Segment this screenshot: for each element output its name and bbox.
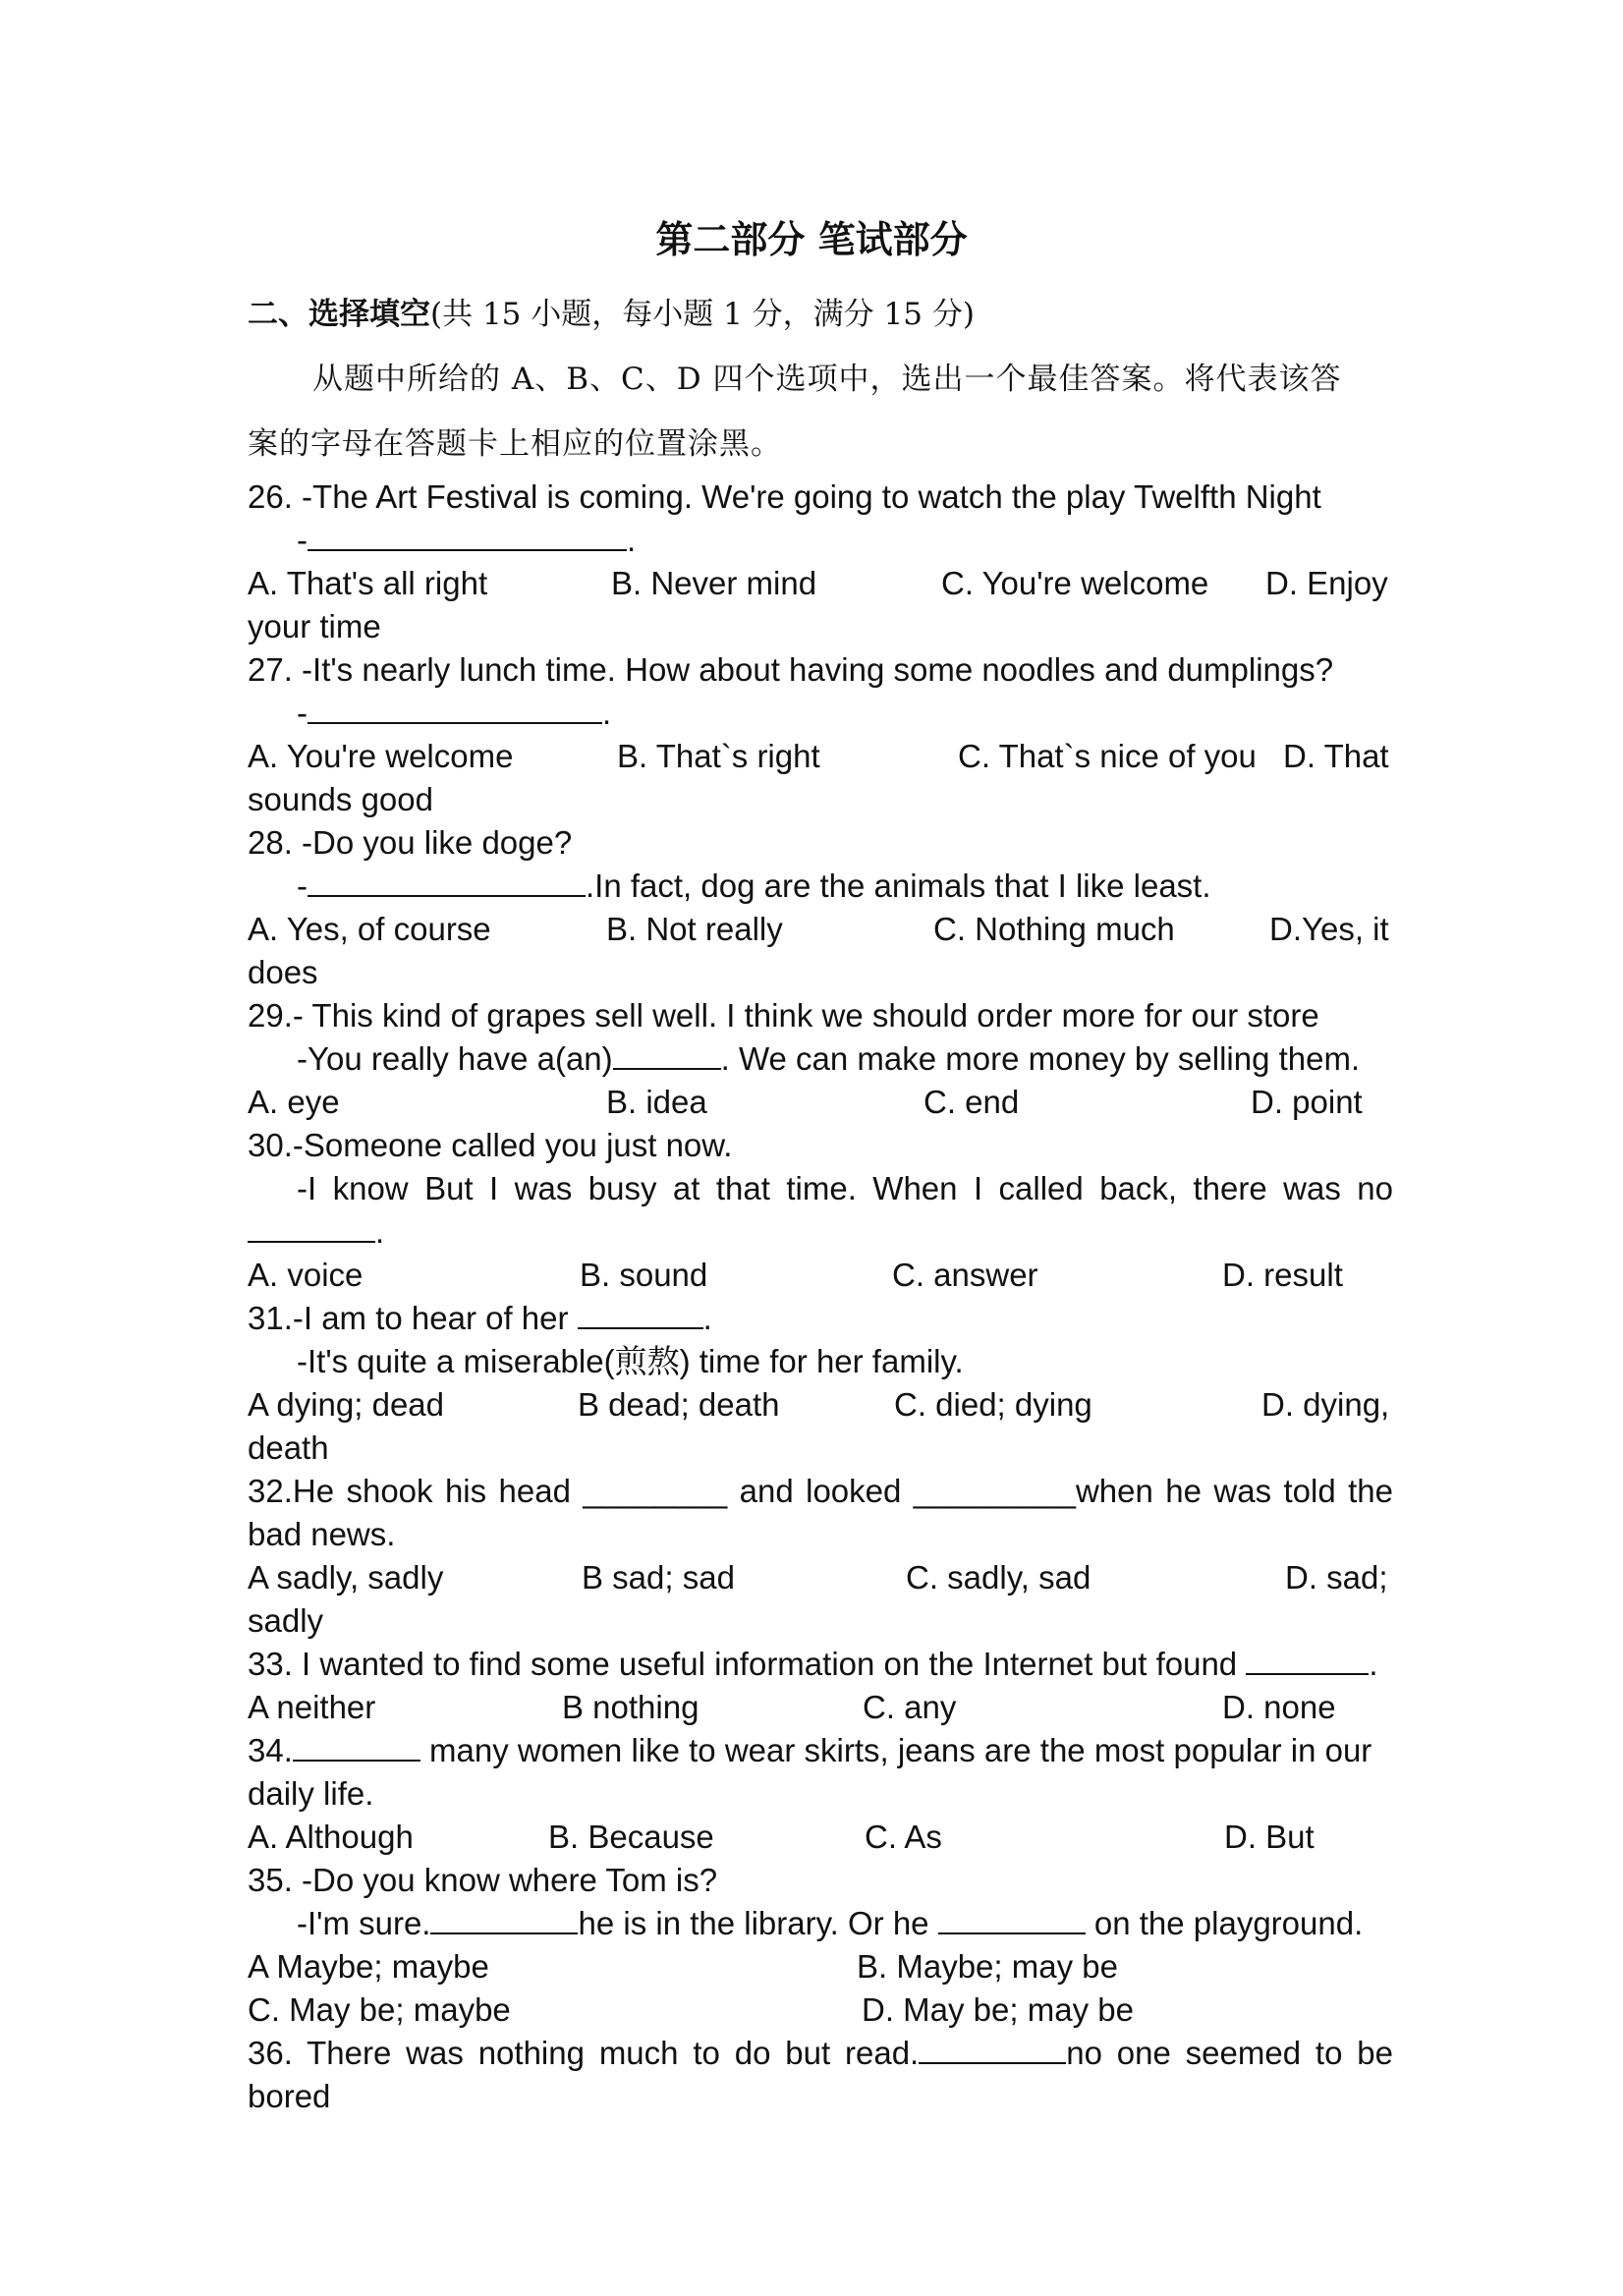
q27-option-d-wrap: sounds good xyxy=(248,781,433,817)
q26-reply-suffix: . xyxy=(627,522,637,558)
q34-number: 34. xyxy=(248,1732,293,1768)
q27-option-c[interactable]: C. That`s nice of you xyxy=(958,738,1257,774)
section-heading-note: (共 15 小题，每小题 1 分，满分 15 分) xyxy=(430,297,975,332)
q35-reply-suffix: on the playground. xyxy=(1085,1905,1364,1941)
q34-answer-blank[interactable] xyxy=(293,1730,420,1762)
q31-reply-suffix: ) time for her family. xyxy=(679,1343,964,1379)
q30-stem: 30.-Someone called you just now. xyxy=(248,1127,733,1163)
q36-answer-blank[interactable] xyxy=(919,2033,1066,2064)
q33-option-c[interactable]: C. any xyxy=(863,1689,957,1725)
q32-stem-line-2: bad news. xyxy=(248,1516,396,1552)
q35-answer-blank-1[interactable] xyxy=(430,1903,578,1934)
q36-stem-prefix: 36. There was nothing much to do but read. xyxy=(248,2035,920,2071)
q36-stem xyxy=(248,2032,1393,2075)
q31-option-c[interactable]: C. died; dying xyxy=(894,1386,1092,1423)
q35-stem: 35. -Do you know where Tom is? xyxy=(248,1862,718,1898)
q35-option-a[interactable]: A Maybe; maybe xyxy=(248,1948,489,1985)
q34-option-a[interactable]: A. Although xyxy=(248,1819,414,1855)
q30-option-d[interactable]: D. result xyxy=(1222,1257,1343,1293)
q28-option-d-wrap: does xyxy=(248,954,318,990)
q33-option-a[interactable]: A neither xyxy=(248,1689,376,1725)
q28-option-c[interactable]: C. Nothing much xyxy=(933,911,1175,947)
q35-answer-blank-2[interactable] xyxy=(938,1903,1086,1934)
q31-option-a[interactable]: A dying; dead xyxy=(248,1386,444,1423)
q33-option-b[interactable]: B nothing xyxy=(562,1689,700,1725)
q29-option-c[interactable]: C. end xyxy=(923,1084,1020,1120)
q33-answer-blank[interactable] xyxy=(1246,1644,1369,1675)
q31-option-b[interactable]: B dead; death xyxy=(578,1386,780,1423)
q30-option-c[interactable]: C. answer xyxy=(892,1257,1038,1293)
q31-answer-blank[interactable] xyxy=(578,1298,703,1329)
q31-reply-gloss: 煎熬 xyxy=(614,1342,680,1380)
q33-stem xyxy=(248,1643,1378,1686)
q34-stem xyxy=(248,1729,1371,1772)
q31-reply xyxy=(297,1340,964,1383)
q32-option-d-wrap: sadly xyxy=(248,1602,324,1639)
q35-option-c[interactable]: C. May be; maybe xyxy=(248,1991,511,2028)
section-heading-label: 二、选择填空 xyxy=(248,297,430,332)
q33-stem-prefix: 33. I wanted to find some useful information on the Internet but found xyxy=(248,1646,1247,1682)
q29-reply-prefix: -You really have a(an) xyxy=(297,1040,613,1077)
q27-reply-prefix: - xyxy=(297,695,308,731)
q30-reply-line-1: -I know But I was busy at that time. When I called back, there was no xyxy=(297,1170,1393,1206)
q35-reply-mid: he is in the library. Or he xyxy=(578,1905,938,1941)
q31-reply-prefix: -It's quite a miserable( xyxy=(297,1343,615,1379)
q29-stem: 29.- This kind of grapes sell well. I think we should order more for our store xyxy=(248,997,1319,1034)
q30-answer-blank[interactable] xyxy=(248,1211,375,1243)
q35-reply-prefix: -I'm sure. xyxy=(297,1905,431,1941)
q26-stem: 26. -The Art Festival is coming. We're going to watch the play Twelfth Night xyxy=(248,478,1321,515)
q32-option-b[interactable]: B sad; sad xyxy=(582,1559,735,1596)
q31-stem xyxy=(248,1297,712,1340)
q27-option-a[interactable]: A. You're welcome xyxy=(248,738,514,774)
q29-reply xyxy=(297,1037,1360,1081)
q26-reply-prefix: - xyxy=(297,522,308,558)
q29-answer-blank[interactable] xyxy=(613,1038,721,1070)
q30-reply-suffix: . xyxy=(375,1213,385,1250)
q30-option-a[interactable]: A. voice xyxy=(248,1257,364,1293)
q34-stem-suffix: many women like to wear skirts, jeans are the most popular in our xyxy=(420,1732,1372,1768)
q28-option-a[interactable]: A. Yes, of course xyxy=(248,911,491,947)
q32-option-d[interactable]: D. sad; xyxy=(1285,1559,1388,1596)
q28-reply-suffix: .In fact, dog are the animals that I like least. xyxy=(586,868,1211,904)
q31-stem-suffix: . xyxy=(702,1300,712,1336)
q29-reply-suffix: . We can make more money by selling them. xyxy=(720,1040,1361,1077)
q36-stem-suffix: no one seemed to be xyxy=(1066,2035,1393,2071)
q29-option-b[interactable]: B. idea xyxy=(606,1084,707,1120)
q26-option-d-wrap: your time xyxy=(248,608,381,644)
q30-reply-line-2 xyxy=(248,1210,384,1254)
q34-stem-line-2: daily life. xyxy=(248,1775,374,1812)
q26-answer-blank[interactable] xyxy=(308,520,627,551)
q32-stem-line-1: 32.He shook his head ________ and looked _________when he was told the xyxy=(248,1473,1393,1509)
q27-option-b[interactable]: B. That`s right xyxy=(617,738,820,774)
q34-option-b[interactable]: B. Because xyxy=(548,1819,714,1855)
q35-option-d[interactable]: D. May be; may be xyxy=(862,1991,1134,2028)
q32-option-c[interactable]: C. sadly, sad xyxy=(906,1559,1091,1596)
q26-reply xyxy=(297,519,636,562)
q28-reply xyxy=(297,865,1211,908)
q29-option-a[interactable]: A. eye xyxy=(248,1084,340,1120)
q29-option-d[interactable]: D. point xyxy=(1251,1084,1363,1120)
q26-option-d[interactable]: D. Enjoy xyxy=(1265,565,1388,601)
q28-option-b[interactable]: B. Not really xyxy=(606,911,783,947)
q33-stem-suffix: . xyxy=(1369,1646,1378,1682)
q27-reply-suffix: . xyxy=(602,695,612,731)
q26-option-a[interactable]: A. That's all right xyxy=(248,565,488,601)
q26-option-b[interactable]: B. Never mind xyxy=(611,565,817,601)
q27-stem: 27. -It's nearly lunch time. How about having some noodles and dumplings? xyxy=(248,651,1334,688)
q31-stem-prefix: 31.-I am to hear of her xyxy=(248,1300,578,1336)
q34-option-c[interactable]: C. As xyxy=(865,1819,942,1855)
instruction-line-1: 从题中所给的 A、B、C、D 四个选项中，选出一个最佳答案。将代表该答 xyxy=(312,362,1342,397)
q33-option-d[interactable]: D. none xyxy=(1222,1689,1336,1725)
q31-option-d-wrap: death xyxy=(248,1429,329,1466)
q28-reply-prefix: - xyxy=(297,868,308,904)
q27-answer-blank[interactable] xyxy=(308,693,602,724)
q27-reply xyxy=(297,692,611,735)
q28-option-d[interactable]: D.Yes, it xyxy=(1269,911,1389,947)
instruction-line-2: 案的字母在答题卡上相应的位置涂黑。 xyxy=(248,426,782,462)
q30-option-b[interactable]: B. sound xyxy=(580,1257,708,1293)
q26-option-c[interactable]: C. You're welcome xyxy=(941,565,1209,601)
q28-answer-blank[interactable] xyxy=(308,866,586,897)
q35-option-b[interactable]: B. Maybe; may be xyxy=(857,1948,1118,1985)
page-title: 第二部分 笔试部分 xyxy=(655,217,968,261)
q31-option-d[interactable]: D. dying, xyxy=(1261,1386,1390,1423)
q27-option-d[interactable]: D. That xyxy=(1283,738,1389,774)
q35-reply xyxy=(297,1902,1363,1945)
q34-option-d[interactable]: D. But xyxy=(1224,1819,1315,1855)
q36-stem-line-2: bored xyxy=(248,2078,331,2114)
section-heading xyxy=(248,293,975,336)
q32-option-a[interactable]: A sadly, sadly xyxy=(248,1559,444,1596)
q28-stem: 28. -Do you like doge? xyxy=(248,824,573,861)
